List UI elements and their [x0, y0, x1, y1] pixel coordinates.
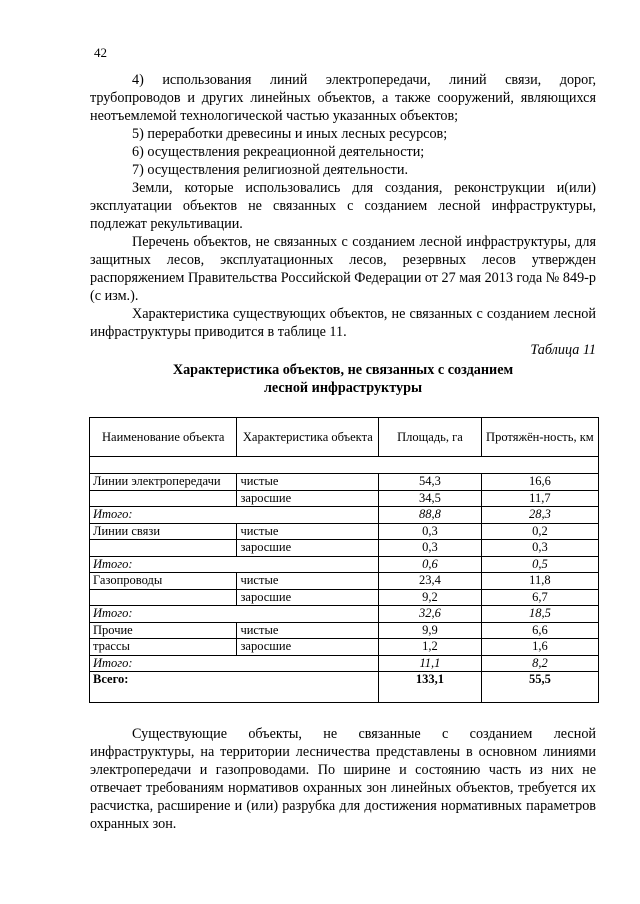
header-length: Протяжён-ность, км [481, 418, 598, 457]
table-row [90, 540, 599, 557]
cell-length: 11,7 [481, 490, 598, 507]
cell-length: 0,3 [481, 540, 598, 557]
paragraph-recultivation: Земли, которые использовались для создания, реконструкции и(или) эксплуатации объектов не связанных с созданием лесной инфраструктуры, подлежат рекультивации. [90, 180, 596, 232]
subtotal-row [90, 556, 599, 573]
table-row [90, 639, 599, 656]
cell-char: чистые [237, 523, 379, 540]
cell-area: 54,3 [379, 474, 482, 491]
cell-area: 0,6 [379, 556, 482, 573]
cell-name: Газопроводы [90, 573, 237, 590]
cell-char: чистые [237, 622, 379, 639]
subtotal-row [90, 507, 599, 524]
table-header-row [90, 418, 599, 457]
cell-name: Линии связи [90, 523, 237, 540]
table-row [90, 474, 599, 491]
cell-name [90, 589, 237, 606]
table-row [90, 573, 599, 590]
paragraph-item-4: 4) использования линий электропередачи, линий связи, дорог, трубопроводов и других линейных объектов, а также сооружений, являющихся неотъемлемой технологической частью указанных объектов; [90, 72, 596, 124]
cell-area: 133,1 [379, 672, 482, 703]
paragraph-table-intro: Характеристика существующих объектов, не связанных с созданием лесной инфраструктуры приводится в таблице 11. [90, 306, 596, 340]
paragraph-item-5: 5) переработки древесины и иных лесных ресурсов; [132, 126, 448, 142]
cell-area: 11,1 [379, 655, 482, 672]
table-title-line-2: лесной инфраструктуры [263, 380, 423, 396]
cell-name: Прочие [90, 622, 237, 639]
paragraph-item-6: 6) осуществления рекреационной деятельности; [132, 144, 425, 160]
cell-name: Линии электропередачи [90, 474, 237, 491]
cell-subtotal-label: Итого: [90, 556, 379, 573]
table-caption: Таблица 11 [530, 342, 596, 358]
cell-length: 0,2 [481, 523, 598, 540]
cell-area: 0,3 [379, 540, 482, 557]
cell-length: 6,6 [481, 622, 598, 639]
cell-length: 28,3 [481, 507, 598, 524]
table-title-line-1: Характеристика объектов, не связанных с созданием [172, 362, 514, 378]
cell-length: 8,2 [481, 655, 598, 672]
cell-area: 34,5 [379, 490, 482, 507]
paragraph-item-7: 7) осуществления религиозной деятельности. [132, 162, 408, 178]
cell-grand-total-label: Всего: [90, 672, 379, 703]
table-title [90, 361, 596, 397]
cell-char: заросшие [237, 589, 379, 606]
paragraph-existing-objects: Существующие объекты, не связанные с созданием лесной инфраструктуры, на территории лесничества представлены в основном линиями электропередачи и газопроводами. По ширине и состоянию часть из них не отвечает требованиям нормативов охранных зон линейных объектов, требуется их расчистка, расширение и (или) разрубка для достижения нормативных параметров охранных зон. [90, 726, 596, 832]
cell-char: заросшие [237, 490, 379, 507]
cell-length: 11,8 [481, 573, 598, 590]
cell-name [90, 490, 237, 507]
cell-subtotal-label: Итого: [90, 507, 379, 524]
cell-subtotal-label: Итого: [90, 655, 379, 672]
header-name: Наименование объекта [90, 418, 237, 457]
cell-char: чистые [237, 573, 379, 590]
cell-area: 23,4 [379, 573, 482, 590]
cell-name: трассы [90, 639, 237, 656]
subtotal-row [90, 606, 599, 623]
table-row [90, 589, 599, 606]
page-number: 42 [94, 45, 107, 60]
cell-area: 9,9 [379, 622, 482, 639]
cell-area: 0,3 [379, 523, 482, 540]
subtotal-row [90, 655, 599, 672]
paragraph-list-approval: Перечень объектов, не связанных с созданием лесной инфраструктуры, для защитных лесов, эксплуатационных лесов, резервных лесов утвержден распоряжением Правительства Российской Федерации от 27 мая 2013 года № 849-р (с изм.). [90, 234, 596, 304]
table-row [90, 523, 599, 540]
cell-char: заросшие [237, 639, 379, 656]
table-spacer-row [90, 457, 599, 474]
grand-total-row [90, 672, 599, 703]
cell-subtotal-label: Итого: [90, 606, 379, 623]
header-area: Площадь, га [379, 418, 482, 457]
document-body [90, 71, 596, 833]
table-row [90, 490, 599, 507]
table-spacer-cell [90, 457, 599, 474]
cell-char: заросшие [237, 540, 379, 557]
cell-area: 1,2 [379, 639, 482, 656]
objects-table [89, 417, 599, 703]
cell-length: 6,7 [481, 589, 598, 606]
cell-length: 16,6 [481, 474, 598, 491]
cell-name [90, 540, 237, 557]
cell-length: 55,5 [481, 672, 598, 703]
cell-area: 88,8 [379, 507, 482, 524]
cell-length: 0,5 [481, 556, 598, 573]
cell-area: 32,6 [379, 606, 482, 623]
header-characteristic: Характеристика объекта [237, 418, 379, 457]
cell-length: 18,5 [481, 606, 598, 623]
cell-char: чистые [237, 474, 379, 491]
cell-length: 1,6 [481, 639, 598, 656]
cell-area: 9,2 [379, 589, 482, 606]
table-row [90, 622, 599, 639]
